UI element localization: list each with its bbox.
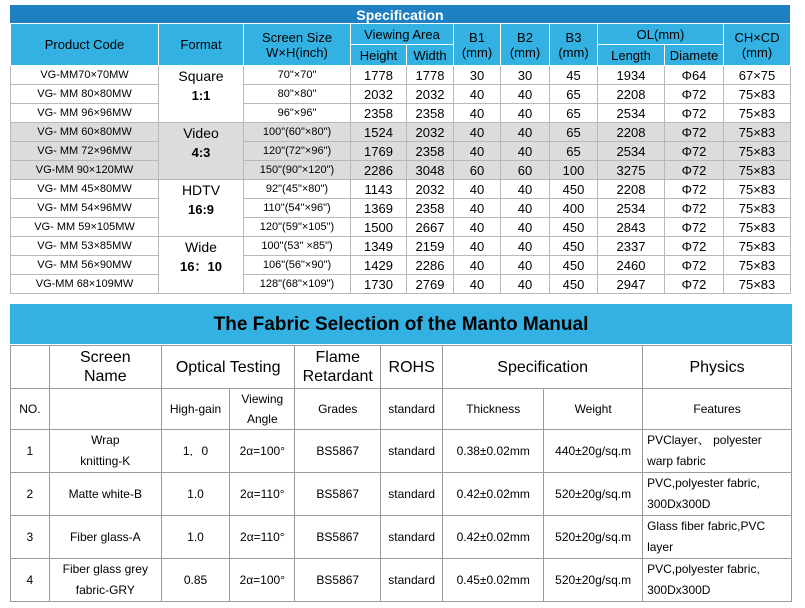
specification-table bbox=[10, 23, 791, 294]
spec-cell-w: 3048 bbox=[407, 161, 454, 180]
header-flame-retardant bbox=[295, 346, 381, 389]
spec-cell-code: VG- MM 96×96MW bbox=[11, 104, 159, 123]
spec-cell-size: 96"×96" bbox=[244, 104, 351, 123]
fabric-cell-weight: 520±20g/sq.m bbox=[544, 559, 643, 602]
spec-cell-w: 2032 bbox=[407, 85, 454, 104]
spec-cell-size: 106"(56"×90") bbox=[244, 256, 351, 275]
spec-cell-size: 128"(68"×109") bbox=[244, 275, 351, 294]
spec-cell-b2: 40 bbox=[501, 218, 550, 237]
spec-cell-h: 1524 bbox=[351, 123, 407, 142]
spec-cell-dia: Φ72 bbox=[665, 237, 724, 256]
spec-cell-h: 1730 bbox=[351, 275, 407, 294]
spec-cell-w: 1778 bbox=[407, 66, 454, 85]
spec-cell-size: 120"(72"×96") bbox=[244, 142, 351, 161]
spec-cell-size: 70"×70" bbox=[244, 66, 351, 85]
spec-cell-w: 2358 bbox=[407, 142, 454, 161]
spec-row bbox=[11, 199, 791, 218]
fabric-cell-name-line2: fabric-GRY bbox=[75, 583, 135, 597]
header-b3-unit: (mm) bbox=[558, 44, 589, 60]
subheader-grades: Grades bbox=[295, 389, 381, 430]
fabric-cell-name: Matte white-B bbox=[49, 473, 161, 516]
spec-cell-len: 2208 bbox=[598, 123, 665, 142]
spec-cell-b1: 30 bbox=[454, 66, 501, 85]
spec-cell-b1: 40 bbox=[454, 275, 501, 294]
header-length: Length bbox=[598, 45, 665, 66]
fabric-cell-features-line2: warp fabric bbox=[647, 454, 706, 468]
header-chcd-unit: (mm) bbox=[741, 44, 773, 60]
subheader-viewing-angle bbox=[230, 389, 295, 430]
spec-row bbox=[11, 275, 791, 294]
spec-cell-h: 1143 bbox=[351, 180, 407, 199]
fabric-cell-weight: 520±20g/sq.m bbox=[544, 473, 643, 516]
fabric-cell-features bbox=[643, 430, 792, 473]
header-b2 bbox=[501, 24, 550, 66]
spec-cell-len: 2947 bbox=[598, 275, 665, 294]
header-height: Height bbox=[351, 45, 407, 66]
spec-cell-b1: 40 bbox=[454, 218, 501, 237]
fabric-section bbox=[10, 304, 792, 602]
fabric-table bbox=[10, 345, 792, 602]
spec-cell-size: 120"(59"×105") bbox=[244, 218, 351, 237]
spec-cell-chcd: 75×83 bbox=[724, 123, 791, 142]
spec-row bbox=[11, 123, 791, 142]
spec-cell-len: 2208 bbox=[598, 85, 665, 104]
spec-cell-size: 110"(54"×96") bbox=[244, 199, 351, 218]
spec-row bbox=[11, 180, 791, 199]
spec-cell-h: 1500 bbox=[351, 218, 407, 237]
spec-cell-chcd: 75×83 bbox=[724, 256, 791, 275]
spec-cell-chcd: 75×83 bbox=[724, 104, 791, 123]
spec-cell-code: VG-MM 68×109MW bbox=[11, 275, 159, 294]
spec-cell-chcd: 67×75 bbox=[724, 66, 791, 85]
spec-cell-w: 2769 bbox=[407, 275, 454, 294]
format-cell bbox=[159, 123, 244, 180]
spec-cell-len: 2208 bbox=[598, 180, 665, 199]
spec-cell-b3: 65 bbox=[550, 142, 598, 161]
spec-row bbox=[11, 142, 791, 161]
spec-cell-w: 2032 bbox=[407, 180, 454, 199]
spec-cell-code: VG- MM 59×105MW bbox=[11, 218, 159, 237]
spec-cell-w: 2667 bbox=[407, 218, 454, 237]
format-ratio: 4:3 bbox=[191, 145, 211, 160]
spec-cell-h: 1369 bbox=[351, 199, 407, 218]
spec-cell-b3: 65 bbox=[550, 123, 598, 142]
fabric-cell-gain: 1.0 bbox=[161, 473, 229, 516]
spec-cell-b2: 40 bbox=[501, 104, 550, 123]
spec-cell-len: 2460 bbox=[598, 256, 665, 275]
spec-cell-b1: 40 bbox=[454, 237, 501, 256]
format-name: HDTV bbox=[181, 182, 221, 198]
fabric-cell-features bbox=[643, 559, 792, 602]
fabric-cell-no: 3 bbox=[11, 516, 50, 559]
spec-cell-w: 2358 bbox=[407, 104, 454, 123]
fabric-cell-no: 2 bbox=[11, 473, 50, 516]
spec-cell-h: 1778 bbox=[351, 66, 407, 85]
spec-cell-b2: 40 bbox=[501, 180, 550, 199]
header-optical-testing: Optical Testing bbox=[161, 346, 295, 389]
spec-cell-dia: Φ72 bbox=[665, 256, 724, 275]
fabric-row bbox=[11, 430, 792, 473]
fabric-cell-thickness: 0.42±0.02mm bbox=[443, 473, 544, 516]
header-specification: Specification bbox=[443, 346, 643, 389]
fabric-row bbox=[11, 559, 792, 602]
header-product-code: Product Code bbox=[11, 24, 159, 66]
fabric-cell-angle: 2α=110° bbox=[230, 473, 295, 516]
fabric-cell-grade: BS5867 bbox=[295, 559, 381, 602]
header-b3-label: B3 bbox=[565, 29, 582, 45]
spec-cell-code: VG-MM 90×120MW bbox=[11, 161, 159, 180]
fabric-cell-gain: 1．0 bbox=[161, 430, 229, 473]
spec-row bbox=[11, 237, 791, 256]
specification-section bbox=[10, 5, 790, 294]
spec-row bbox=[11, 85, 791, 104]
format-cell bbox=[159, 180, 244, 237]
header-b1 bbox=[454, 24, 501, 66]
spec-cell-len: 2534 bbox=[598, 199, 665, 218]
spec-cell-dia: Φ72 bbox=[665, 161, 724, 180]
header-flame-line1: Flame bbox=[315, 349, 360, 366]
header-screen-size-line2: W×H(inch) bbox=[266, 44, 328, 60]
fabric-cell-name-line1: Fiber glass grey bbox=[62, 562, 148, 576]
spec-cell-code: VG- MM 45×80MW bbox=[11, 180, 159, 199]
format-ratio: 16：10 bbox=[180, 259, 222, 274]
header-screen-name bbox=[49, 346, 161, 389]
fabric-cell-grade: BS5867 bbox=[295, 473, 381, 516]
fabric-cell-features bbox=[643, 516, 792, 559]
spec-cell-b2: 30 bbox=[501, 66, 550, 85]
spec-cell-code: VG- MM 53×85MW bbox=[11, 237, 159, 256]
header-b3 bbox=[550, 24, 598, 66]
spec-cell-chcd: 75×83 bbox=[724, 161, 791, 180]
fabric-cell-angle: 2α=110° bbox=[230, 516, 295, 559]
spec-cell-dia: Φ64 bbox=[665, 66, 724, 85]
spec-cell-w: 2032 bbox=[407, 123, 454, 142]
header-chcd bbox=[724, 24, 791, 66]
fabric-cell-features-line2: 300Dx300D bbox=[647, 583, 711, 597]
subheader-high-gain: High-gain bbox=[161, 389, 229, 430]
fabric-cell-thickness: 0.45±0.02mm bbox=[443, 559, 544, 602]
spec-cell-dia: Φ72 bbox=[665, 85, 724, 104]
header-b1-label: B1 bbox=[469, 29, 485, 45]
spec-cell-dia: Φ72 bbox=[665, 218, 724, 237]
header-flame-line2: Retardant bbox=[302, 368, 373, 385]
spec-row bbox=[11, 256, 791, 275]
spec-cell-b2: 40 bbox=[501, 142, 550, 161]
spec-cell-b2: 40 bbox=[501, 237, 550, 256]
spec-cell-len: 2843 bbox=[598, 218, 665, 237]
header-chcd-label: CH×CD bbox=[734, 29, 780, 45]
fabric-cell-features-line1: PVClayer、 polyester bbox=[647, 433, 762, 447]
fabric-body bbox=[11, 346, 792, 602]
spec-cell-dia: Φ72 bbox=[665, 142, 724, 161]
header-width: Width bbox=[407, 45, 454, 66]
spec-cell-b2: 60 bbox=[501, 161, 550, 180]
subheader-blank bbox=[49, 389, 161, 430]
fabric-cell-rohs: standard bbox=[381, 559, 443, 602]
spec-cell-chcd: 75×83 bbox=[724, 275, 791, 294]
subheader-viewing-line2: Angle bbox=[246, 412, 278, 426]
fabric-cell-gain: 0.85 bbox=[161, 559, 229, 602]
spec-cell-len: 3275 bbox=[598, 161, 665, 180]
fabric-cell-thickness: 0.42±0.02mm bbox=[443, 516, 544, 559]
fabric-cell-weight: 520±20g/sq.m bbox=[544, 516, 643, 559]
specification-banner: Specification bbox=[10, 5, 790, 23]
subheader-weight: Weight bbox=[544, 389, 643, 430]
header-format: Format bbox=[159, 24, 244, 66]
fabric-cell-weight: 440±20g/sq.m bbox=[544, 430, 643, 473]
fabric-cell-name-line1: Wrap bbox=[91, 433, 120, 447]
spec-cell-h: 1769 bbox=[351, 142, 407, 161]
spec-cell-h: 1349 bbox=[351, 237, 407, 256]
header-physics: Physics bbox=[643, 346, 792, 389]
format-ratio: 1:1 bbox=[191, 88, 211, 103]
spec-cell-len: 2534 bbox=[598, 142, 665, 161]
spec-cell-w: 2358 bbox=[407, 199, 454, 218]
spec-cell-dia: Φ72 bbox=[665, 123, 724, 142]
fabric-cell-angle: 2α=100° bbox=[230, 559, 295, 602]
spec-cell-h: 2358 bbox=[351, 104, 407, 123]
spec-cell-b3: 65 bbox=[550, 104, 598, 123]
format-cell bbox=[159, 237, 244, 294]
spec-cell-b1: 40 bbox=[454, 104, 501, 123]
spec-cell-b2: 40 bbox=[501, 85, 550, 104]
subheader-viewing-line1: Viewing bbox=[241, 392, 284, 406]
spec-row bbox=[11, 218, 791, 237]
spec-cell-b2: 40 bbox=[501, 256, 550, 275]
spec-cell-code: VG-MM70×70MW bbox=[11, 66, 159, 85]
spec-cell-b2: 40 bbox=[501, 275, 550, 294]
fabric-cell-name: Fiber glass-A bbox=[49, 516, 161, 559]
fabric-cell-rohs: standard bbox=[381, 430, 443, 473]
spec-cell-chcd: 75×83 bbox=[724, 180, 791, 199]
spec-cell-code: VG- MM 80×80MW bbox=[11, 85, 159, 104]
fabric-cell-features-line1: PVC,polyester fabric, bbox=[647, 562, 760, 576]
fabric-header-row bbox=[11, 346, 792, 389]
fabric-cell-features-line2: layer bbox=[647, 540, 674, 554]
spec-cell-size: 92"(45"×80") bbox=[244, 180, 351, 199]
fabric-cell-features bbox=[643, 473, 792, 516]
spec-row bbox=[11, 104, 791, 123]
fabric-cell-name-line2: knitting-K bbox=[80, 454, 131, 468]
spec-cell-size: 100"(60"×80") bbox=[244, 123, 351, 142]
spec-cell-chcd: 75×83 bbox=[724, 85, 791, 104]
header-screen-size bbox=[244, 24, 351, 66]
fabric-cell-no: 4 bbox=[11, 559, 50, 602]
spec-cell-b1: 40 bbox=[454, 180, 501, 199]
spec-cell-h: 1429 bbox=[351, 256, 407, 275]
spec-cell-code: VG- MM 56×90MW bbox=[11, 256, 159, 275]
format-name: Wide bbox=[185, 239, 217, 255]
subheader-thickness: Thickness bbox=[443, 389, 544, 430]
fabric-cell-name bbox=[49, 559, 161, 602]
spec-cell-len: 1934 bbox=[598, 66, 665, 85]
subheader-features: Features bbox=[643, 389, 792, 430]
spec-cell-dia: Φ72 bbox=[665, 180, 724, 199]
fabric-subheader-row bbox=[11, 389, 792, 430]
subheader-no: NO. bbox=[11, 389, 50, 430]
spec-cell-h: 2032 bbox=[351, 85, 407, 104]
fabric-cell-thickness: 0.38±0.02mm bbox=[443, 430, 544, 473]
spec-cell-b1: 40 bbox=[454, 85, 501, 104]
spec-cell-b1: 40 bbox=[454, 123, 501, 142]
subheader-standard: standard bbox=[381, 389, 443, 430]
spec-cell-w: 2159 bbox=[407, 237, 454, 256]
spec-cell-b1: 40 bbox=[454, 256, 501, 275]
fabric-cell-rohs: standard bbox=[381, 473, 443, 516]
header-rohs: ROHS bbox=[381, 346, 443, 389]
fabric-cell-features-line2: 300Dx300D bbox=[647, 497, 711, 511]
header-ol: OL(mm) bbox=[598, 24, 724, 45]
fabric-cell-gain: 1.0 bbox=[161, 516, 229, 559]
format-name: Video bbox=[183, 125, 219, 141]
spec-cell-w: 2286 bbox=[407, 256, 454, 275]
header-b2-label: B2 bbox=[517, 29, 533, 45]
spec-cell-dia: Φ72 bbox=[665, 104, 724, 123]
spec-cell-b1: 60 bbox=[454, 161, 501, 180]
header-screen-name-line2: Name bbox=[83, 368, 127, 385]
fabric-cell-features-line1: PVC,polyester fabric, bbox=[647, 476, 760, 490]
spec-cell-b3: 450 bbox=[550, 256, 598, 275]
format-cell bbox=[159, 66, 244, 123]
format-ratio: 16:9 bbox=[187, 202, 215, 217]
spec-cell-b3: 450 bbox=[550, 218, 598, 237]
spec-cell-code: VG- MM 60×80MW bbox=[11, 123, 159, 142]
spec-cell-b1: 40 bbox=[454, 142, 501, 161]
spec-cell-size: 150"(90"×120") bbox=[244, 161, 351, 180]
spec-cell-b3: 450 bbox=[550, 275, 598, 294]
spec-row bbox=[11, 161, 791, 180]
header-diameter: Diamete bbox=[665, 45, 724, 66]
spec-cell-code: VG- MM 54×96MW bbox=[11, 199, 159, 218]
spec-cell-len: 2534 bbox=[598, 104, 665, 123]
fabric-cell-grade: BS5867 bbox=[295, 430, 381, 473]
spec-cell-b1: 40 bbox=[454, 199, 501, 218]
fabric-cell-angle: 2α=100° bbox=[230, 430, 295, 473]
fabric-cell-features-line1: Glass fiber fabric,PVC bbox=[647, 519, 766, 533]
header-blank bbox=[11, 346, 50, 389]
spec-cell-size: 80"×80" bbox=[244, 85, 351, 104]
fabric-row bbox=[11, 516, 792, 559]
spec-cell-chcd: 75×83 bbox=[724, 199, 791, 218]
header-b1-unit: (mm) bbox=[461, 44, 493, 60]
header-screen-size-line1: Screen Size bbox=[261, 29, 333, 45]
header-screen-name-line1: Screen bbox=[79, 349, 131, 366]
fabric-row bbox=[11, 473, 792, 516]
spec-cell-b3: 65 bbox=[550, 85, 598, 104]
spec-cell-b3: 45 bbox=[550, 66, 598, 85]
spec-cell-b3: 400 bbox=[550, 199, 598, 218]
fabric-cell-grade: BS5867 bbox=[295, 516, 381, 559]
spec-cell-code: VG- MM 72×96MW bbox=[11, 142, 159, 161]
spec-cell-b3: 450 bbox=[550, 180, 598, 199]
spec-cell-dia: Φ72 bbox=[665, 199, 724, 218]
spec-cell-chcd: 75×83 bbox=[724, 237, 791, 256]
spec-cell-chcd: 75×83 bbox=[724, 218, 791, 237]
header-viewing-area: Viewing Area bbox=[351, 24, 454, 45]
fabric-cell-no: 1 bbox=[11, 430, 50, 473]
spec-cell-chcd: 75×83 bbox=[724, 142, 791, 161]
fabric-cell-rohs: standard bbox=[381, 516, 443, 559]
spec-row bbox=[11, 66, 791, 85]
spec-cell-b3: 450 bbox=[550, 237, 598, 256]
header-b2-unit: (mm) bbox=[509, 44, 541, 60]
spec-cell-dia: Φ72 bbox=[665, 275, 724, 294]
format-name: Square bbox=[178, 68, 224, 84]
spec-cell-b2: 40 bbox=[501, 199, 550, 218]
spec-cell-b3: 100 bbox=[550, 161, 598, 180]
spec-cell-h: 2286 bbox=[351, 161, 407, 180]
spec-cell-size: 100"(53" ×85") bbox=[244, 237, 351, 256]
spec-cell-b2: 40 bbox=[501, 123, 550, 142]
fabric-banner: The Fabric Selection of the Manto Manual bbox=[10, 304, 792, 344]
specification-body bbox=[11, 66, 791, 294]
fabric-cell-name bbox=[49, 430, 161, 473]
spec-cell-len: 2337 bbox=[598, 237, 665, 256]
